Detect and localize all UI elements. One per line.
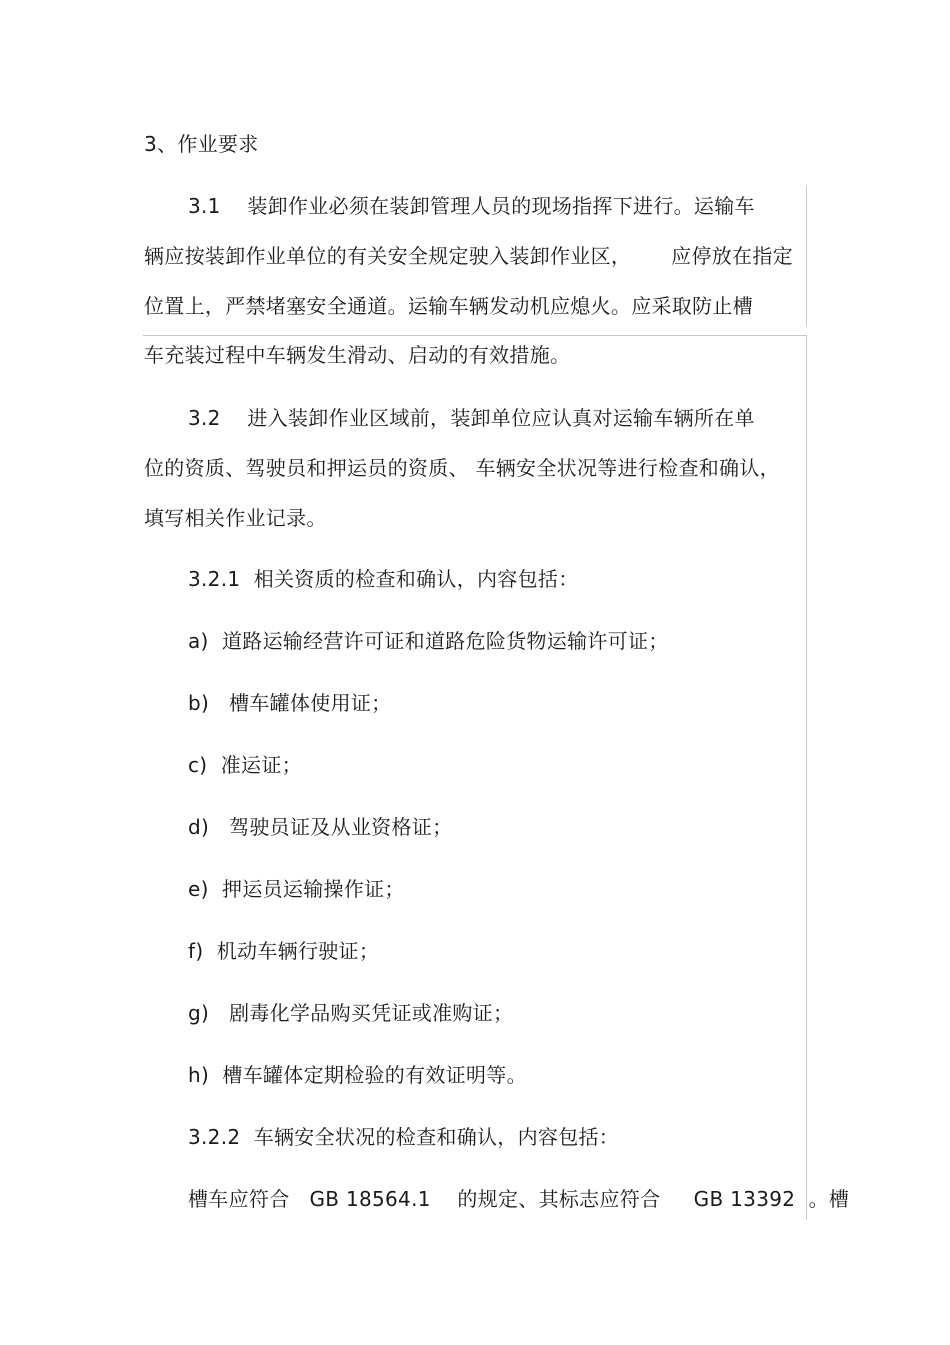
- margin-rule: [806, 336, 807, 1220]
- paragraph-3-2-line: 填写相关作业记录。: [144, 506, 327, 530]
- subsection-3-2-2-title: 3.2.2 车辆安全状况的检查和确认，内容包括：: [188, 1125, 620, 1149]
- list-item: h) 槽车罐体定期检验的有效证明等。: [188, 1063, 527, 1087]
- subsection-3-2-1-title: 3.2.1 相关资质的检查和确认，内容包括：: [188, 567, 579, 591]
- list-item: g) 剧毒化学品购买凭证或准购证；: [188, 1001, 514, 1025]
- paragraph-3-2-line: 3.2 进入装卸作业区域前，装卸单位应认真对运输车辆所在单: [188, 406, 755, 430]
- paragraph-3-2-2-line: 槽车应符合 GB 18564.1 的规定、其标志应符合 GB 13392 。槽: [188, 1187, 850, 1211]
- paragraph-3-1-line: 位置上，严禁堵塞安全通道。运输车辆发动机应熄火。应采取防止槽: [144, 294, 753, 318]
- paragraph-3-1-line: 3.1 装卸作业必须在装卸管理人员的现场指挥下进行。运输车: [188, 194, 755, 218]
- list-item: c) 准运证；: [188, 753, 302, 777]
- list-item: a) 道路运输经营许可证和道路危险货物运输许可证；: [188, 629, 669, 653]
- paragraph-3-2-line: 位的资质、驾驶员和押运员的资质、 车辆安全状况等进行检查和确认，: [144, 456, 780, 480]
- paragraph-3-1-line: 辆应按装卸作业单位的有关安全规定驶入装卸作业区， 应停放在指定: [144, 244, 793, 268]
- list-item: d) 驾驶员证及从业资格证；: [188, 815, 453, 839]
- list-item: f) 机动车辆行驶证；: [188, 939, 380, 963]
- margin-rule: [806, 186, 807, 326]
- paragraph-3-1-line: 车充装过程中车辆发生滑动、启动的有效措施。: [144, 343, 571, 367]
- margin-rule: [143, 335, 807, 336]
- section-heading: 3、作业要求: [144, 132, 259, 156]
- list-item: b) 槽车罐体使用证；: [188, 691, 392, 715]
- list-item: e) 押运员运输操作证；: [188, 877, 405, 901]
